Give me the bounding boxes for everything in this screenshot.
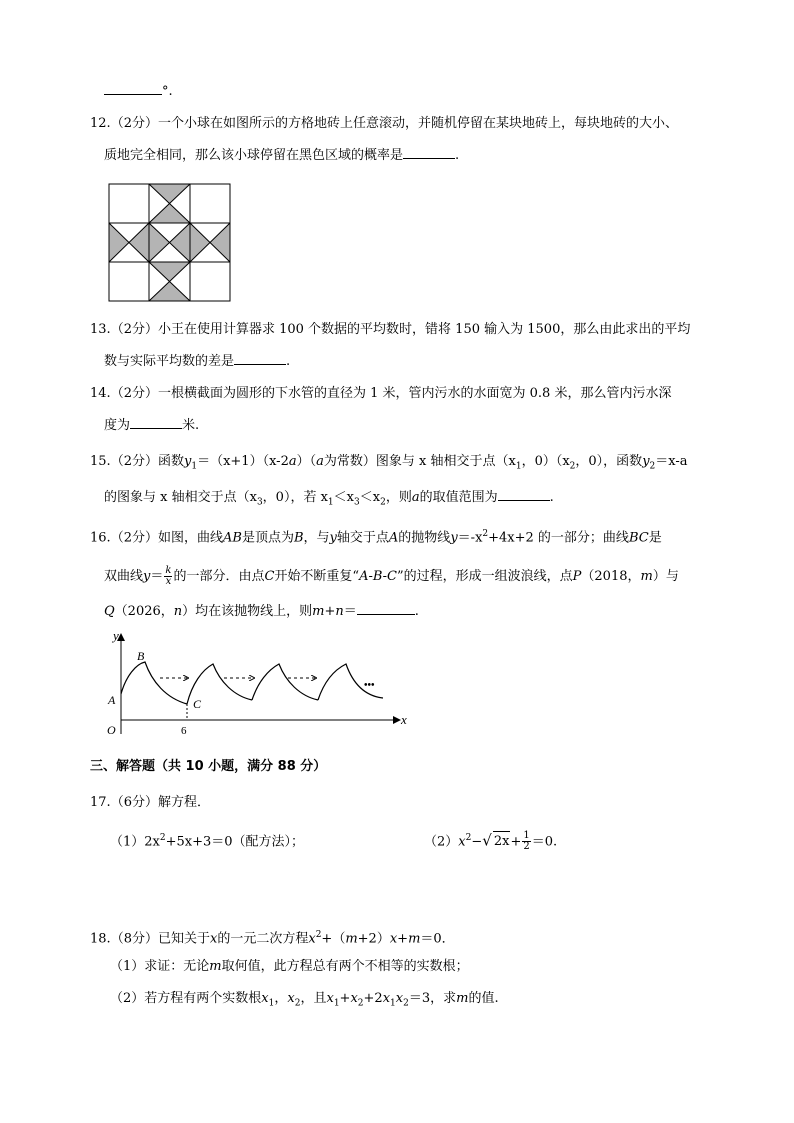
- label-x: x: [401, 712, 407, 727]
- q18-part2: （2）若方程有两个实数根$x_1$，$x_2$，且$x_1+x_2+2x_1x_2=3$，求m的值.: [110, 991, 499, 1009]
- sqrt-icon: √: [482, 831, 492, 850]
- q15-line2: 的图象与 x 轴相交于点（$x_3$，0），若 $x_1<x_3<x_2$，则a的取值范围为 .: [104, 490, 554, 508]
- q18-part1: （1）求证：无论m取何值，此方程总有两个不相等的实数根；: [110, 959, 469, 974]
- wave-curves: [121, 662, 383, 704]
- q12-answer-blank[interactable]: [403, 146, 455, 159]
- q18-line1: 18.（8分）已知关于x的一元二次方程$x^2+(m+2)x+m=0$．: [90, 930, 455, 947]
- q14-line2: 度为 米.: [104, 418, 200, 433]
- score: （2分）: [110, 322, 158, 337]
- question-number: 18.: [90, 931, 111, 947]
- score: （2分）: [110, 116, 158, 131]
- question-number: 16.: [90, 530, 111, 546]
- q17-part2: $(2)x^2-√$ 2x+ $\frac{1}{2}$ ＝0.: [424, 830, 558, 853]
- q17-line1: 17.（6分）解方程．: [90, 795, 210, 810]
- label-6: 6: [181, 725, 187, 737]
- q16-line1: 16.（2分）如图，曲线AB是顶点为B，与y轴交于点A的抛物线$y=-x^2+4x+2$ 的一部分；曲线BC是: [90, 529, 662, 546]
- label-C: C: [193, 697, 202, 711]
- score: （2分）: [110, 386, 158, 401]
- question-number: 15.: [90, 454, 111, 469]
- q13-line2: 数与实际平均数的差是 .: [104, 354, 291, 369]
- q15-answer-blank[interactable]: [498, 488, 550, 501]
- q15-line1: 15.（2分）函数$y_1=(x+1)(x-2a)(a$为常数）图象与 x 轴相交于点（$x_1$，$0)(x_2$，0），函数$y_2=x-a$: [90, 454, 688, 472]
- continuation-dots: •••: [364, 680, 375, 691]
- q12-line1: 12.（2分）一个小球在如图所示的方格地砖上任意滚动，并随机停留在某块地砖上，每块地砖的大小、: [90, 116, 678, 131]
- q11-answer-blank[interactable]: [104, 82, 162, 95]
- q16-line3: Q（2026，n）均在该抛物线上，则m+n＝ .: [104, 604, 419, 619]
- tile-grid-figure: [108, 183, 232, 303]
- label-B: B: [137, 649, 145, 663]
- score: （2分）: [110, 454, 158, 469]
- q11-tail: °.: [104, 82, 173, 102]
- q17-part1: $(1)2x^2+5x+3=0$（配方法）；: [110, 833, 305, 850]
- q16-line2: 双曲线y＝ $\frac{k}{x}$ 的一部分．由点C开始不断重复“A-B-C”的过程，形成一组波浪线，点P（2018，m）与: [104, 565, 679, 587]
- q12-line2: 质地完全相同，那么该小球停留在黑色区域的概率是 .: [104, 148, 460, 163]
- question-number: 12.: [90, 116, 111, 131]
- k-over-x-fraction: $\frac{k}{x}$: [165, 565, 172, 587]
- label-origin: O: [107, 723, 116, 737]
- q16-answer-blank[interactable]: [357, 602, 415, 615]
- label-A: A: [108, 693, 116, 707]
- one-half-fraction: $\frac{1}{2}$: [523, 830, 530, 853]
- q14-line1: 14.（2分）一根横截面为圆形的下水管的直径为 1 米，管内污水的水面宽为 0.8 米，那么管内污水深: [90, 386, 672, 401]
- score: （2分）: [110, 530, 158, 546]
- question-number: 13.: [90, 322, 111, 337]
- q13-answer-blank[interactable]: [234, 352, 286, 365]
- label-y: y: [113, 628, 119, 643]
- q13-line1: 13.（2分）小王在使用计算器求 100 个数据的平均数时，错将 150 输入为 1500，那么由此求出的平均: [90, 322, 691, 337]
- question-number: 14.: [90, 386, 111, 401]
- score: （6分）: [110, 795, 158, 810]
- section-title: 三、解答题（共 10 小题，满分 88 分）: [90, 759, 327, 774]
- question-number: 17.: [90, 795, 111, 810]
- q14-answer-blank[interactable]: [130, 416, 182, 429]
- score: （8分）: [110, 931, 158, 947]
- wave-curve-figure: [102, 626, 412, 740]
